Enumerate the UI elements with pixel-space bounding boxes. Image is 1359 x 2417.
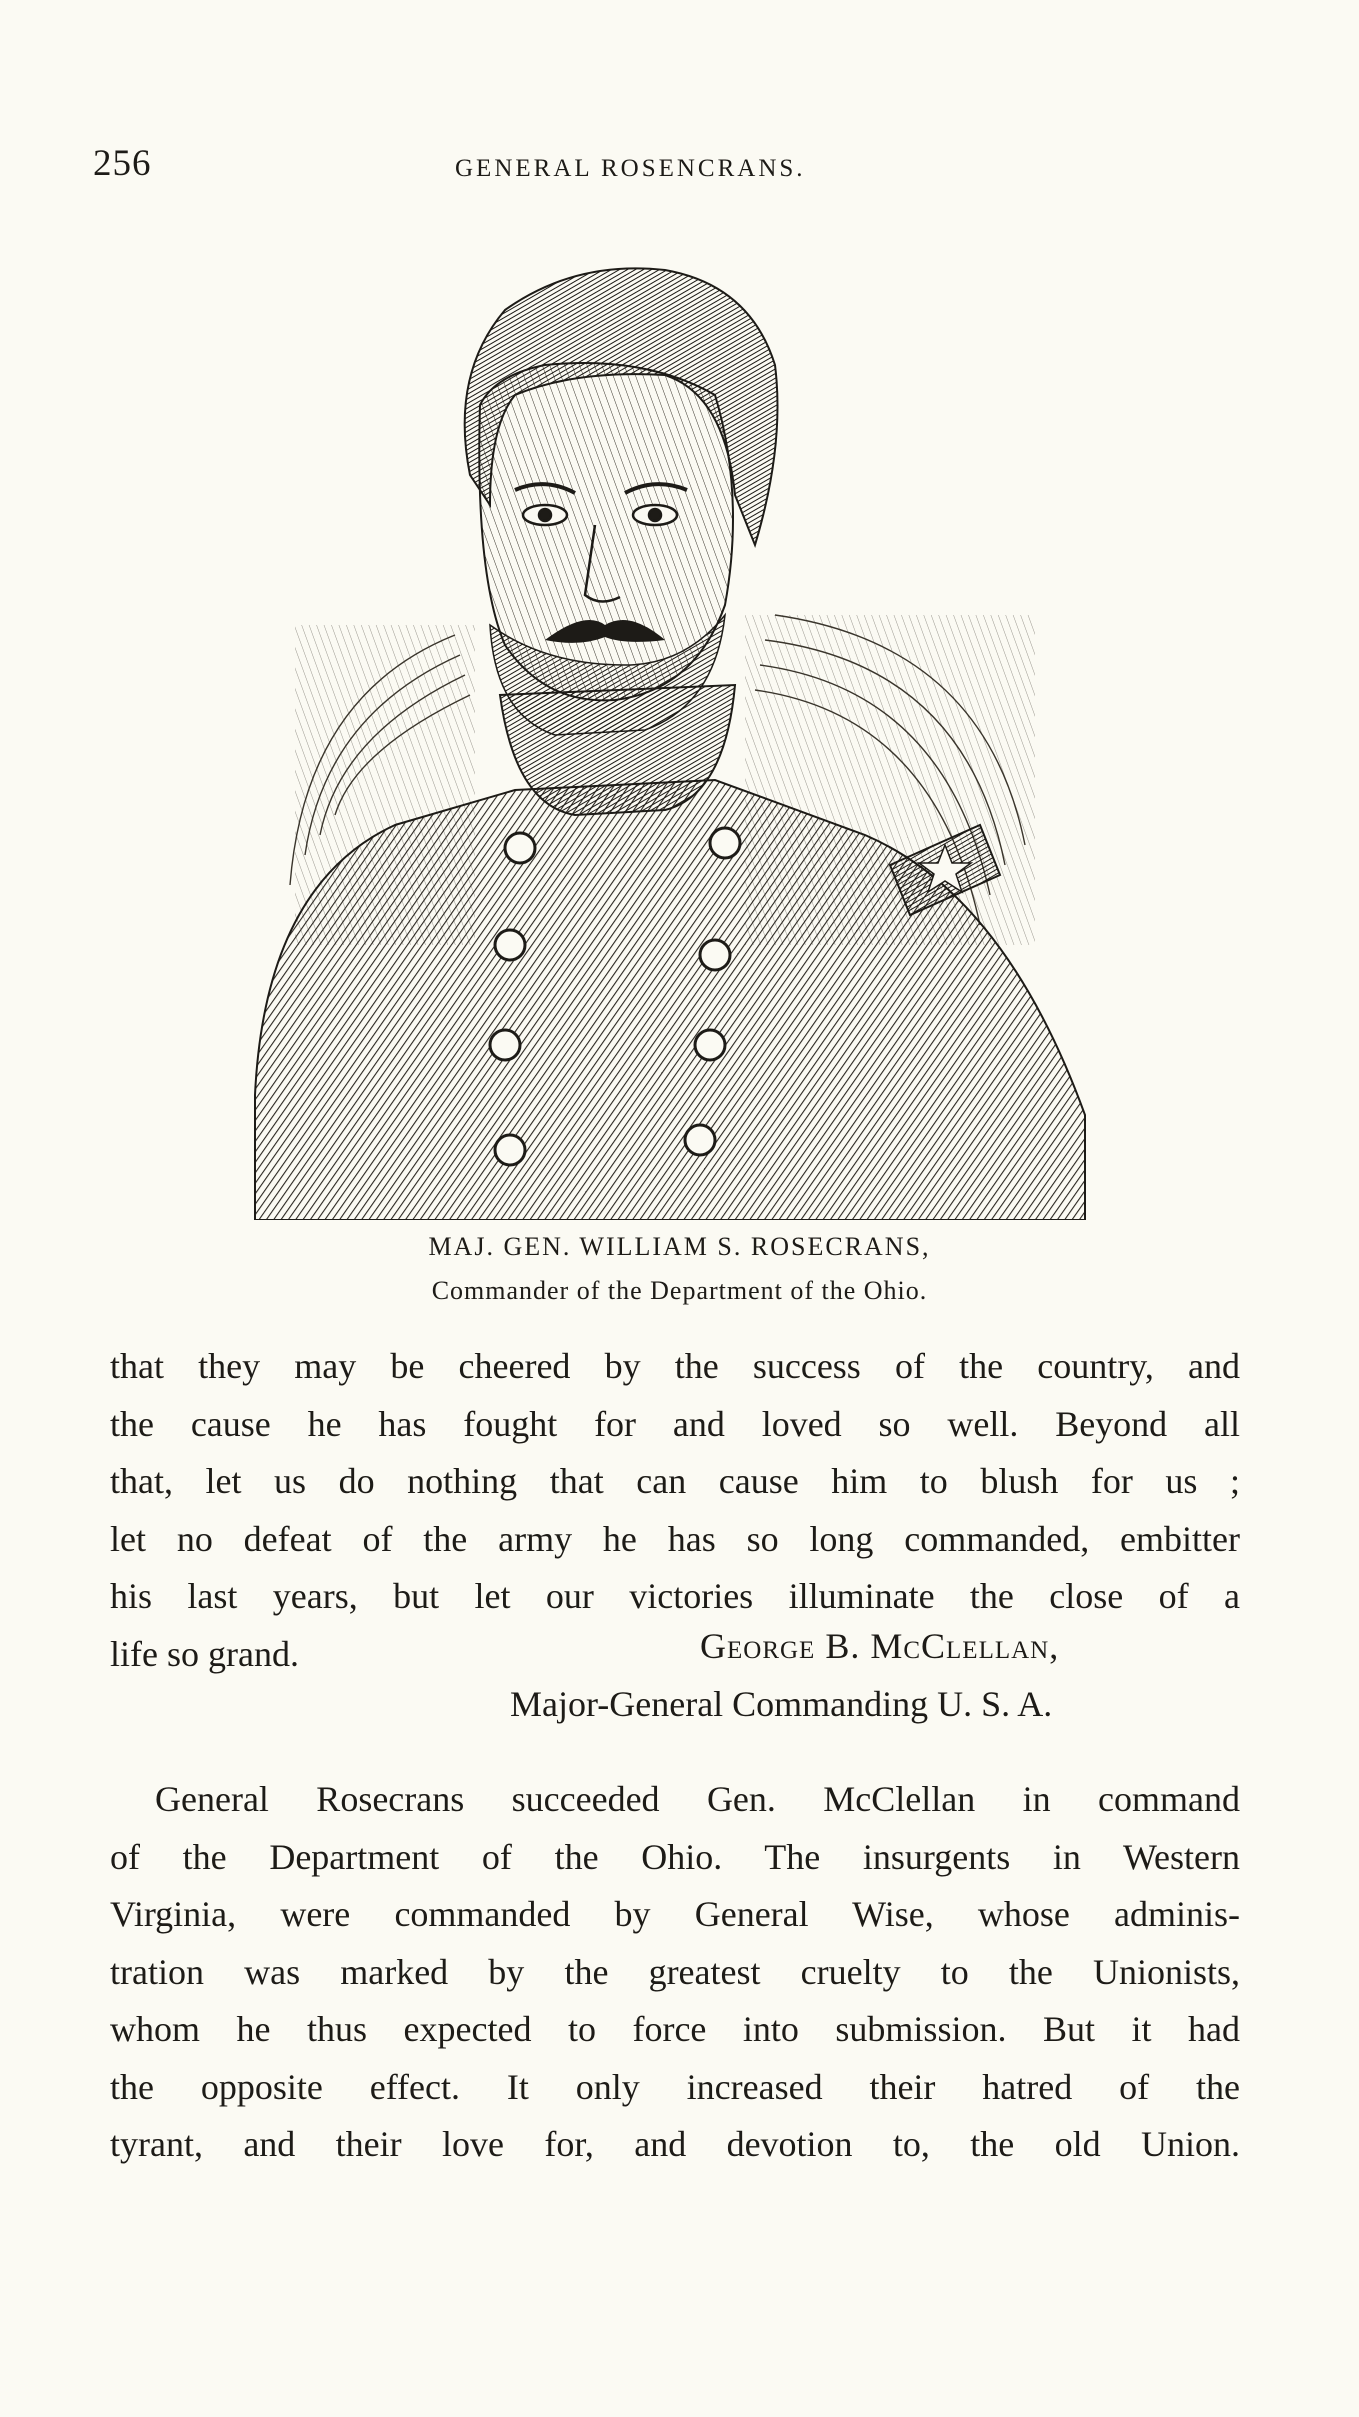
text-line: Virginia, were commanded by General Wise, whose adminis- — [110, 1894, 1240, 1934]
body-paragraph — [110, 1771, 1240, 2174]
text-line: that, let us do nothing that can cause him to blush for us ; — [110, 1461, 1240, 1501]
text-line: whom he thus expected to force into submission. But it had — [110, 2009, 1240, 2049]
portrait-caption-subtitle: Commander of the Department of the Ohio. — [431, 1276, 928, 1305]
text-line: tyrant, and their love for, and devotion to, the old Union. — [110, 2124, 1240, 2164]
portrait-caption-title: MAJ. GEN. WILLIAM S. ROSECRANS, — [428, 1232, 931, 1261]
text-line: life so grand. — [110, 1633, 299, 1674]
text-line: of the Department of the Ohio. The insurgents in Western — [110, 1836, 1240, 1877]
face — [479, 363, 733, 700]
text-line: let no defeat of the army he has so long commanded, embitter — [110, 1518, 1240, 1559]
portrait-engraving — [245, 245, 1095, 1220]
text-line: the opposite effect. It only increased their hatred of the — [110, 2066, 1240, 2107]
text-line: his last years, but let our victories illuminate the close of a — [110, 1576, 1240, 1616]
text-line: the cause he has fought for and loved so well. Beyond all — [110, 1403, 1240, 1444]
page-number: 256 — [93, 143, 152, 184]
signature-name: George B. McClellan, — [700, 1626, 1060, 1666]
letter-paragraph — [110, 1338, 1240, 1683]
signature-title: Major-General Commanding U. S. A. — [510, 1684, 1053, 1724]
text-line: that they may be cheered by the success of the country, and — [110, 1346, 1240, 1386]
text-line: tration was marked by the greatest cruelty to the Unionists, — [110, 1951, 1240, 1992]
running-head: GENERAL ROSENCRANS. — [455, 155, 806, 182]
text-line: General Rosecrans succeeded Gen. McClellan in command — [155, 1779, 1240, 1819]
